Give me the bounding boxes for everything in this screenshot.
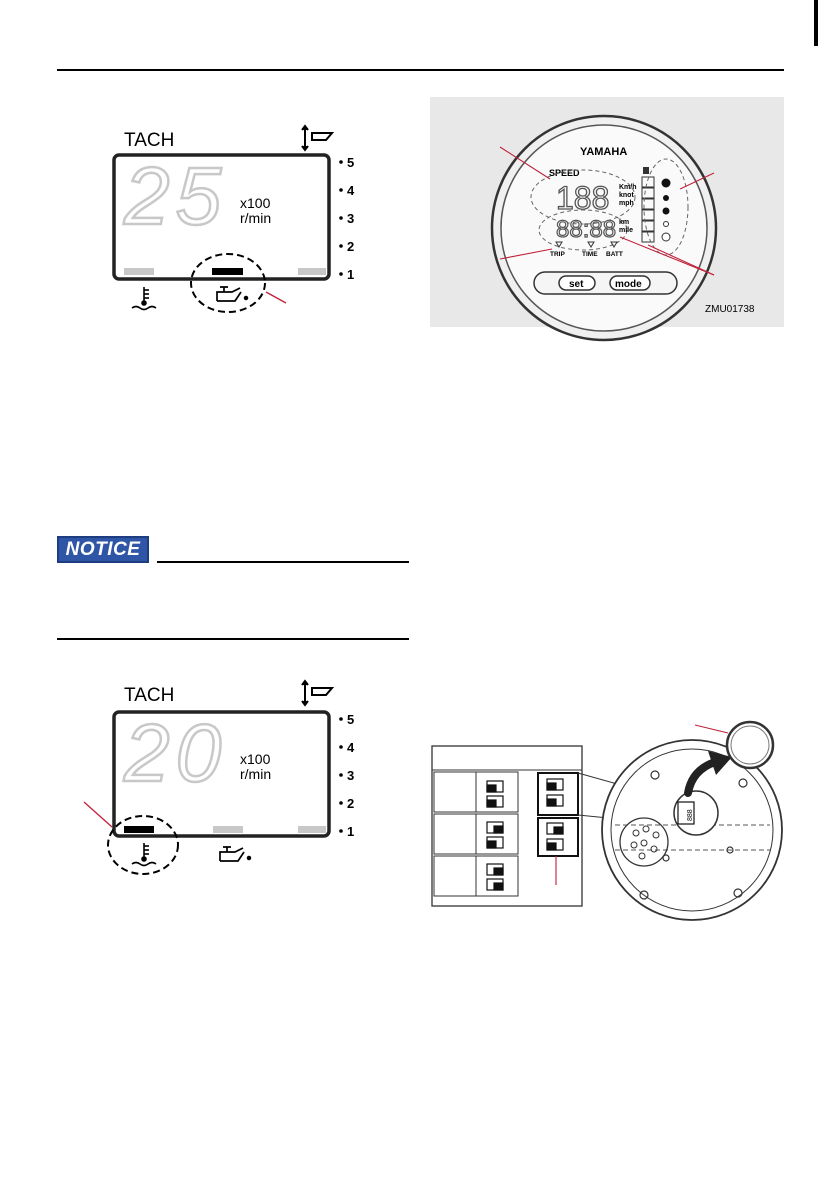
scale-label-2: 2 (347, 796, 355, 811)
notice-badge (57, 536, 149, 563)
gauge-brand: YAMAHA (580, 146, 628, 158)
gauge-unit-kmh: Km/h (619, 184, 637, 191)
indicator-bar-right (298, 826, 326, 833)
scale-label-3: 3 (347, 768, 355, 783)
scale-marks (339, 155, 355, 282)
oil-indicator-callout-circle (191, 254, 265, 312)
tach-figure-top (100, 120, 380, 330)
scale-label-5: 5 (347, 712, 355, 727)
rpm-unit-x100: x100 (240, 751, 271, 767)
indicator-bar-center-active (212, 268, 243, 275)
scale-marks (339, 712, 355, 839)
dip-switch-module-label: 888 (687, 809, 694, 821)
scale-label-1: 1 (347, 267, 355, 282)
rpm-digits (123, 151, 227, 242)
notice-rule-bottom (57, 638, 409, 640)
mode-button[interactable] (610, 276, 650, 290)
water-temp-icon (132, 287, 156, 310)
gauge-unit-mph: mph (619, 200, 634, 207)
trim-icon (302, 681, 332, 705)
page-edge-mark (814, 0, 818, 46)
rpm-unit-x100: x100 (240, 195, 271, 211)
scale-label-2: 2 (347, 239, 355, 254)
indicator-bar-right (298, 268, 326, 275)
scale-label-1: 1 (347, 824, 355, 839)
indicator-bar-center (213, 826, 243, 833)
rpm-unit-rmin: r/min (240, 766, 272, 782)
mode-button-label: mode (615, 279, 642, 290)
figure-code: ZMU01738 (705, 304, 755, 315)
fuel-bar-graph (642, 177, 654, 242)
tach-figure-bottom (80, 675, 380, 885)
gauge-label-time: TIME (582, 251, 598, 258)
scale-label-3: 3 (347, 211, 355, 226)
gauge-unit-km: km (619, 219, 630, 226)
scale-label-5: 5 (347, 155, 355, 170)
oil-pressure-icon (217, 287, 247, 301)
header-rule (57, 69, 784, 71)
tach-title: TACH (124, 685, 175, 706)
scale-label-4: 4 (347, 183, 355, 198)
button-panel (534, 272, 677, 294)
gauge-speed-label: SPEED (549, 168, 580, 178)
scale-label-4: 4 (347, 740, 355, 755)
gauge-label-trip: TRIP (550, 251, 565, 258)
set-button-label: set (569, 279, 584, 290)
tach-title: TACH (124, 130, 175, 151)
water-temp-icon (132, 843, 156, 866)
gauge-lower-digits: 88:88 (556, 216, 617, 243)
dip-switch-figure (430, 725, 784, 925)
set-button[interactable] (559, 276, 595, 290)
removed-cap (727, 722, 773, 768)
callout-line (84, 802, 112, 827)
notice-rule-top (157, 561, 409, 563)
rpm-unit-rmin: r/min (240, 210, 272, 226)
gauge-unit-mile: mile (619, 227, 634, 234)
gauge-unit-knot: knot (619, 192, 634, 199)
indicator-bar-left-active (124, 826, 154, 833)
gauge-upper-digits: 188 (556, 180, 610, 216)
notice-label: NOTICE (65, 539, 141, 560)
rpm-digit-value: 25 (124, 151, 228, 242)
oil-pressure-icon (220, 847, 250, 861)
gauge-label-batt: BATT (606, 251, 623, 258)
trim-icon (302, 126, 332, 150)
indicator-bar-left (124, 268, 154, 275)
rpm-digit-value: 20 (124, 708, 228, 799)
speed-gauge-figure (430, 97, 784, 327)
fuel-pump-icon (643, 167, 649, 174)
callout-line (266, 292, 286, 303)
